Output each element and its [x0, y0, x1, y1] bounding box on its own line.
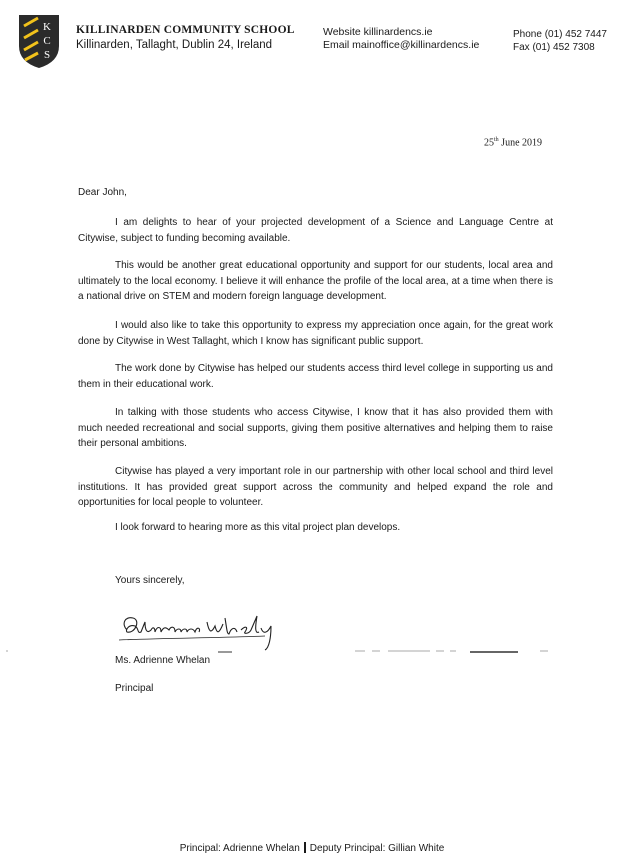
phone-text: Phone (01) 452 7447: [513, 29, 607, 40]
signatory-name: Ms. Adrienne Whelan: [115, 655, 211, 666]
school-name: KILLINARDEN COMMUNITY SCHOOL: [76, 24, 295, 36]
paragraph-1: I am delights to hear of your projected development of a Science and Language Centre at Citywise, subject to funding becoming available.: [78, 217, 553, 244]
email-text: Email mainoffice@killinardencs.ie: [323, 39, 480, 51]
paragraph-5: In talking with those students who access Citywise, I know that it has also provided them with much needed recreational and social supports, giving them positive alternatives and helping them to raise their personal ambitions.: [78, 407, 553, 449]
letter-footer: [0, 842, 624, 854]
paragraph-6: Citywise has played a very important role in our partnership with other local school and third level institutions. It has provided great support across the community and helped expand the role and opportunities for local people to volunteer.: [78, 466, 553, 508]
date-day: 25: [484, 137, 494, 149]
footer-deputy: Deputy Principal: Gillian White: [309, 843, 445, 854]
signatory-title: Principal: [115, 683, 154, 694]
paragraph-3: I would also like to take this opportunity to express my appreciation once again, for the great work done by Citywise in West Tallaght, which I know has significant public support.: [78, 320, 553, 347]
school-crest-logo: [16, 12, 62, 70]
school-address: Killinarden, Tallaght, Dublin 24, Ireland: [76, 39, 273, 51]
footer-divider: [304, 842, 306, 853]
crest-letter-c: C: [43, 35, 51, 47]
paragraph-4: The work done by Citywise has helped our students access third level college in supporting us and them in their educational work.: [78, 363, 553, 390]
footer-principal: Principal: Adrienne Whelan: [179, 843, 300, 854]
fax-text: Fax (01) 452 7308: [513, 42, 595, 53]
website-text: Website killinardencs.ie: [323, 26, 433, 38]
date-month-year: June 2019: [498, 137, 543, 149]
scan-artifact-line: [0, 640, 624, 660]
closing-line: I look forward to hearing more as this vital project plan develops.: [115, 522, 401, 533]
crest-letter-k: K: [43, 21, 51, 33]
date-suffix: th: [494, 137, 499, 143]
letter-date: [484, 137, 542, 148]
salutation: Dear John,: [78, 187, 127, 198]
paragraph-2: This would be another great educational opportunity and support for our students, local area and ultimately to the local economy. I believe it will enhance the profile of the local area, at a time when there is a national drive on STEM and modern foreign language development.: [78, 260, 553, 302]
sign-off: Yours sincerely,: [115, 575, 185, 586]
contact-phone-block: [513, 28, 607, 54]
contact-web-block: [323, 26, 479, 52]
crest-letter-s: S: [43, 49, 51, 61]
